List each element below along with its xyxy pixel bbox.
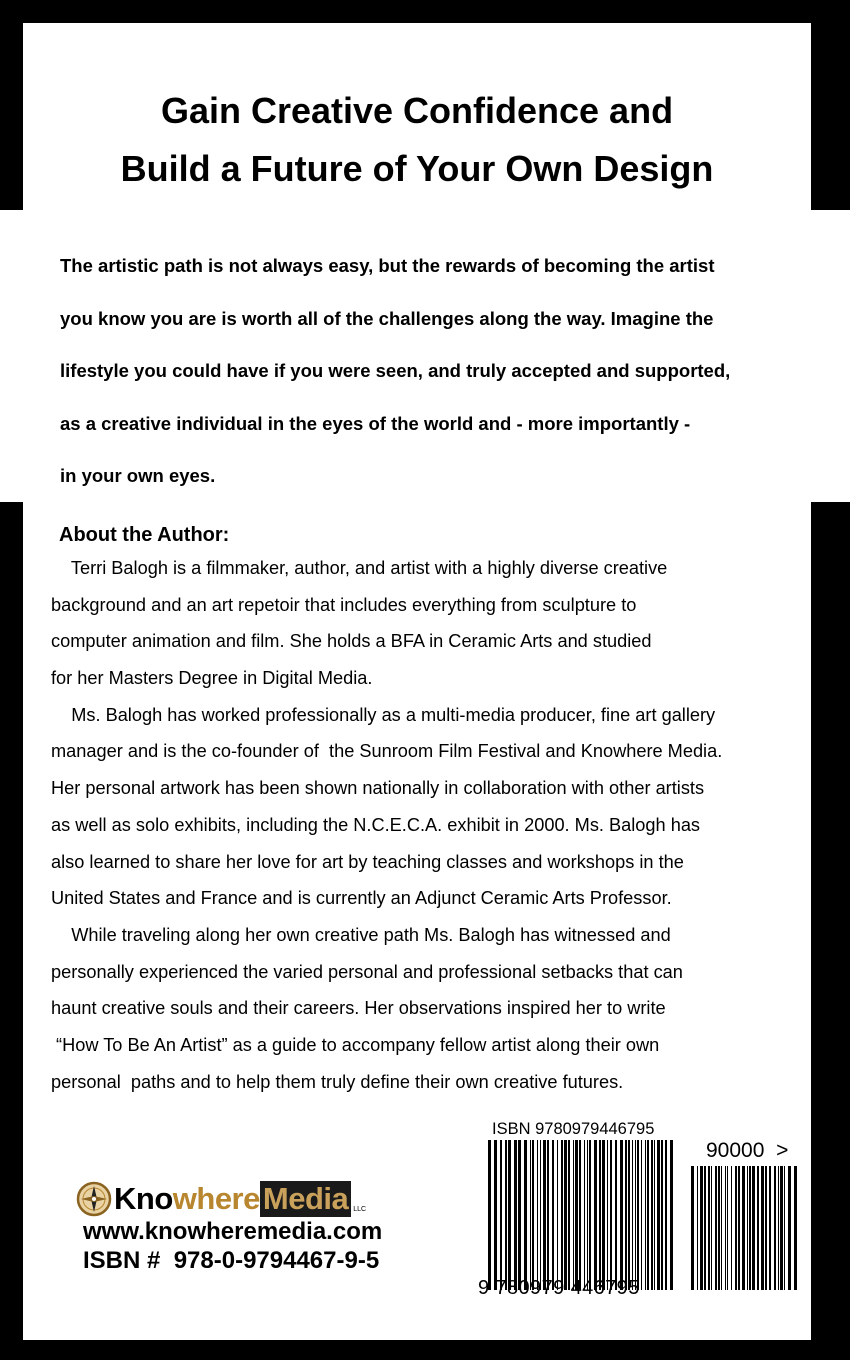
headline — [0, 82, 834, 198]
barcode-bar — [514, 1140, 517, 1290]
barcode-bar — [488, 1140, 491, 1290]
barcode-bar — [708, 1166, 710, 1290]
bio-line: United States and France and is currently an Adjunct Ceramic Arts Professor. — [51, 888, 672, 909]
barcode-bar — [735, 1166, 737, 1290]
barcode-bar — [620, 1140, 623, 1290]
barcode-bar — [573, 1140, 574, 1290]
barcode-bar — [647, 1140, 649, 1290]
barcode-bar — [579, 1140, 581, 1290]
barcode-bar — [761, 1166, 764, 1290]
barcode-bar — [697, 1166, 698, 1290]
publisher-website: www.knowheremedia.com — [83, 1218, 383, 1245]
barcode-bar — [508, 1140, 511, 1290]
barcode-bar — [784, 1166, 785, 1290]
isbn-barcode — [478, 1116, 803, 1302]
barcode-bar — [711, 1166, 712, 1290]
barcode-bar — [747, 1166, 748, 1290]
barcode-bar — [788, 1166, 791, 1290]
barcode-bar — [765, 1166, 767, 1290]
barcode-bar — [749, 1166, 751, 1290]
logo-llc: LLC — [353, 1206, 367, 1213]
bio-line: for her Masters Degree in Digital Media. — [51, 668, 373, 689]
barcode-bars — [488, 1140, 676, 1290]
barcode-bar — [654, 1140, 655, 1290]
bio-line: computer animation and film. She holds a BFA in Ceramic Arts and studied — [51, 631, 652, 652]
barcode-bar — [725, 1166, 726, 1290]
barcode-bar — [670, 1140, 673, 1290]
blurb-line: as a creative individual in the eyes of the world and - more importantly - — [60, 412, 691, 434]
barcode-bar — [540, 1140, 541, 1290]
bio-line: Ms. Balogh has worked professionally as a multi-media producer, fine art gallery — [51, 704, 716, 725]
logo-part: Kno — [114, 1181, 173, 1216]
barcode-bar — [794, 1166, 797, 1290]
blurb-line: in your own eyes. — [60, 465, 216, 486]
logo-part: where — [172, 1181, 260, 1216]
barcode-bar — [575, 1140, 578, 1290]
barcode-bar — [738, 1166, 740, 1290]
barcode-bar — [518, 1140, 521, 1290]
barcode-bar — [718, 1166, 720, 1290]
barcode-bar — [645, 1140, 646, 1290]
blurb — [60, 243, 790, 506]
bio-line: personal paths and to help them truly define their own creative futures. — [51, 1071, 624, 1092]
bio-line: background and an art repetoir that includes everything from sculpture to — [51, 594, 637, 615]
barcode-bar — [557, 1140, 558, 1290]
blurb-line: you know you are is worth all of the challenges along the way. Imagine the — [60, 307, 714, 329]
barcode-bar — [665, 1140, 667, 1290]
bio-line: as well as solo exhibits, including the N.C.E.C.A. exhibit in 2000. Ms. Balogh has — [51, 814, 701, 835]
barcode-bar — [721, 1166, 722, 1290]
logo-part: Media — [260, 1181, 351, 1217]
headline-line: Gain Creative Confidence and — [160, 90, 674, 131]
barcode-bar — [641, 1140, 642, 1290]
headline-line: Build a Future of Your Own Design — [120, 148, 714, 189]
barcode-bar — [742, 1166, 745, 1290]
about-author-heading: About the Author: — [59, 524, 230, 546]
bio-line: personally experienced the varied personal and professional setbacks that can — [51, 961, 683, 982]
barcode-bar — [494, 1140, 497, 1290]
barcode-bar — [587, 1140, 588, 1290]
barcode-bar — [505, 1140, 507, 1290]
barcode-bar — [731, 1166, 732, 1290]
barcode-bar — [727, 1166, 728, 1290]
author-bio — [51, 550, 791, 1100]
compass-icon — [76, 1181, 112, 1217]
bio-line: Terri Balogh is a filmmaker, author, and artist with a highly diverse creative — [51, 558, 668, 578]
bio-line: haunt creative souls and their careers. Her observations inspired her to write — [51, 998, 666, 1019]
barcode-bar — [615, 1140, 617, 1290]
barcode-bar — [543, 1140, 546, 1290]
barcode-bar — [715, 1166, 717, 1290]
barcode-bar — [599, 1140, 601, 1290]
barcode-bar — [561, 1140, 563, 1290]
publisher-logo — [76, 1177, 366, 1217]
bio-line: Her personal artwork has been shown nationally in collaboration with other artists — [51, 778, 705, 799]
barcode-bar — [530, 1140, 531, 1290]
barcode-digits: 9 780979 446795 — [478, 1277, 640, 1299]
bio-line: also learned to share her love for art by teaching classes and workshops in the — [51, 851, 684, 872]
barcode-addon-label: 90000 > — [706, 1139, 789, 1162]
barcode-bar — [500, 1140, 502, 1290]
bio-line: manager and is the co-founder of the Sunroom Film Festival and Knowhere Media. — [51, 741, 723, 762]
barcode-bar — [537, 1140, 538, 1290]
blurb-line: lifestyle you could have if you were seen, and truly accepted and supported, — [60, 360, 731, 381]
barcode-bar — [607, 1140, 608, 1290]
barcode-bar — [547, 1140, 549, 1290]
barcode-bar — [704, 1166, 706, 1290]
barcode-bar — [774, 1166, 776, 1290]
barcode-bar — [637, 1140, 639, 1290]
barcode-bar — [769, 1166, 771, 1290]
barcode-bar — [602, 1140, 605, 1290]
bio-line: “How To Be An Artist” as a guide to accompany fellow artist along their own — [51, 1034, 660, 1055]
barcode-bar — [589, 1140, 591, 1290]
barcode-bar — [628, 1140, 630, 1290]
barcode-bar — [752, 1166, 755, 1290]
barcode-bar — [568, 1140, 570, 1290]
barcode-bar — [651, 1140, 653, 1290]
barcode-bar — [657, 1140, 660, 1290]
barcode-bar — [584, 1140, 585, 1290]
barcode-bar — [757, 1166, 759, 1290]
barcode-bar — [532, 1140, 534, 1290]
barcode-isbn-label: ISBN 9780979446795 — [492, 1120, 655, 1138]
barcode-bar — [524, 1140, 527, 1290]
publisher-isbn: ISBN # 978-0-9794467-9-5 — [83, 1247, 380, 1274]
barcode-bar — [661, 1140, 663, 1290]
barcode-bar — [552, 1140, 554, 1290]
barcode-bar — [691, 1166, 694, 1290]
bio-line: While traveling along her own creative path Ms. Balogh has witnessed and — [51, 924, 671, 945]
barcode-bar — [594, 1140, 597, 1290]
barcode-bar — [625, 1140, 627, 1290]
barcode-bar — [778, 1166, 779, 1290]
barcode-bar — [700, 1166, 703, 1290]
logo-wordmark — [114, 1181, 351, 1217]
barcode-addon-bars — [691, 1166, 799, 1290]
barcode-bar — [610, 1140, 612, 1290]
blurb-line: The artistic path is not always easy, but the rewards of becoming the artist — [60, 255, 715, 276]
barcode-bar — [632, 1140, 633, 1290]
barcode-bar — [635, 1140, 636, 1290]
barcode-bar — [564, 1140, 567, 1290]
barcode-bar — [780, 1166, 783, 1290]
